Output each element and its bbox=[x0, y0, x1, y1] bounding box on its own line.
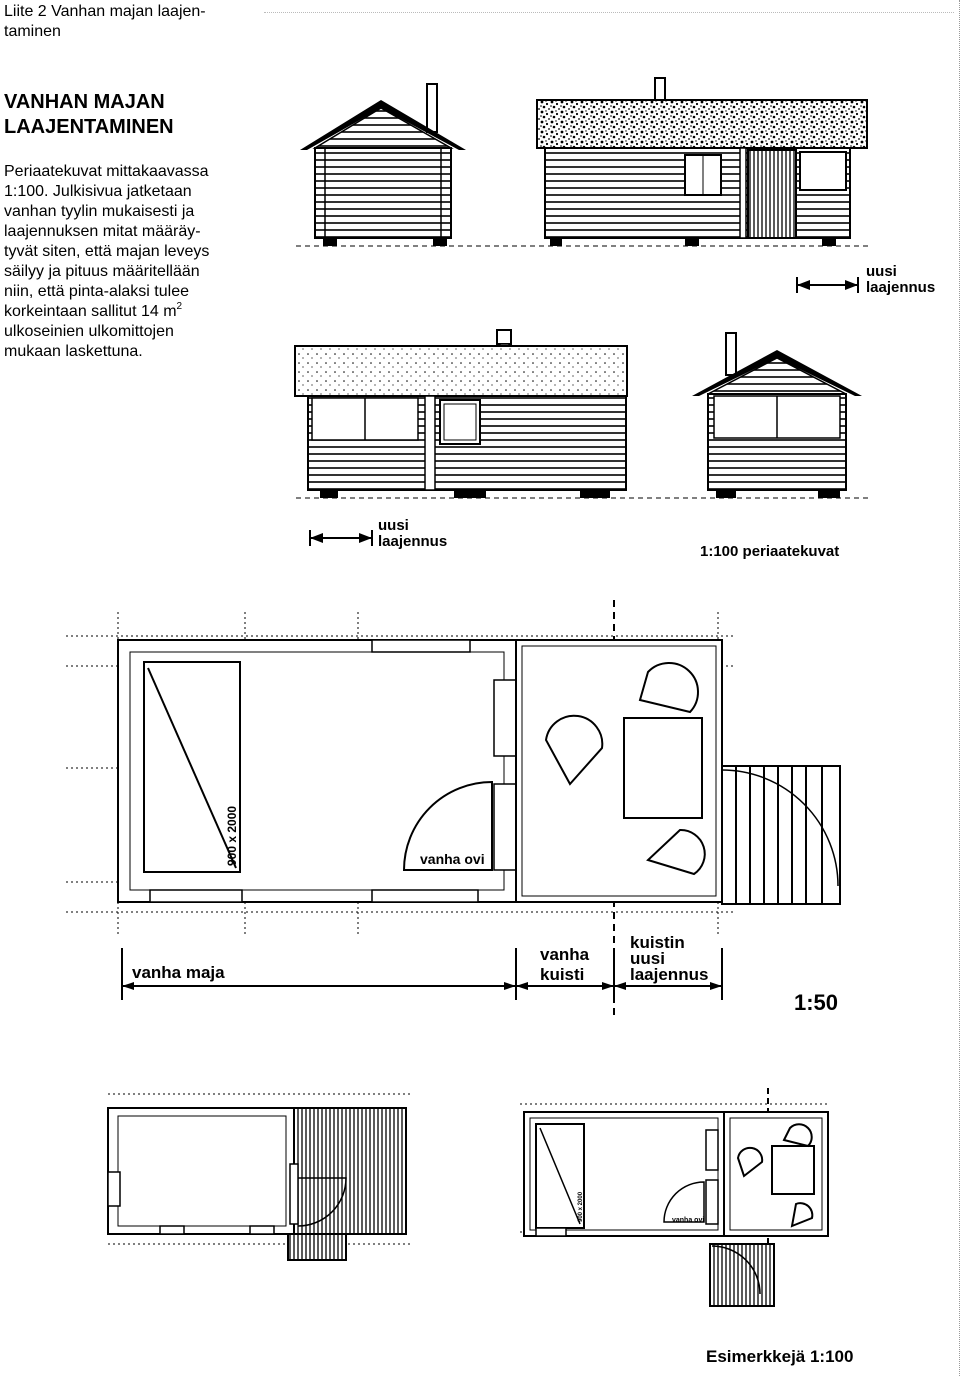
scale-label: 1:50 bbox=[794, 990, 839, 1015]
superscript: 2 bbox=[176, 301, 183, 312]
example-plan-2 bbox=[520, 1088, 830, 1306]
intro-line: 1:100. Julkisivua jatketaan bbox=[4, 183, 192, 200]
floor-plan-1-50 bbox=[0, 588, 960, 1038]
elevation-drawings bbox=[0, 0, 960, 590]
scale-caption: 1:100 periaatekuvat bbox=[700, 543, 840, 560]
intro-line: laajennuksen mitat määräy- bbox=[4, 223, 201, 240]
uusi-label: uusi bbox=[866, 263, 897, 280]
intro-line: niin, että pinta-alaksi tulee bbox=[4, 283, 189, 300]
dimension-arrow-new-extension-1 bbox=[797, 277, 858, 293]
small-bed-label: 900 x 2000 bbox=[578, 1191, 584, 1222]
laajennus-label: laajennus bbox=[866, 279, 936, 296]
small-door-label: vanha ovi bbox=[672, 1217, 705, 1224]
area-text: korkeintaan sallitut 14 m bbox=[4, 303, 177, 320]
intro-line: Periaatekuvat mittakaavassa bbox=[4, 163, 209, 180]
side-elevation-porch bbox=[295, 330, 627, 498]
old-porch-label: vanha bbox=[540, 945, 590, 964]
intro-line: säilyy ja pituus määritellään bbox=[4, 263, 200, 280]
intro-line: ulkoseinien ulkomittojen bbox=[4, 323, 174, 340]
new-extension-label: uusi bbox=[630, 949, 665, 968]
entrance-steps bbox=[722, 766, 840, 904]
uusi-label: uusi bbox=[378, 517, 409, 534]
intro-line: tyvät siten, että majan leveys bbox=[4, 243, 210, 260]
old-porch-label: kuisti bbox=[540, 965, 585, 984]
examples-caption: Esimerkkejä 1:100 bbox=[706, 1347, 854, 1366]
door-label: vanha ovi bbox=[420, 851, 485, 867]
title-line-1: VANHAN MAJAN bbox=[4, 91, 165, 113]
gable-elevation-old bbox=[300, 84, 466, 246]
dimension-arrow-new-extension-2 bbox=[310, 530, 372, 546]
old-cabin-label: vanha maja bbox=[132, 963, 225, 982]
intro-line: vanhan tyylin mukaisesti ja bbox=[4, 203, 195, 220]
example-plans-1-100 bbox=[0, 1060, 960, 1376]
new-extension-label: kuistin bbox=[630, 933, 685, 952]
header-line-1: Liite 2 Vanhan majan laajen- bbox=[4, 3, 206, 20]
table bbox=[624, 718, 702, 818]
intro-line: mukaan laskettuna. bbox=[4, 343, 143, 360]
laajennus-label: laajennus bbox=[378, 533, 448, 550]
side-elevation-new bbox=[537, 78, 867, 246]
title-line-2: LAAJENTAMINEN bbox=[4, 116, 174, 138]
header-line-2: taminen bbox=[4, 23, 61, 40]
bed-size-label: 900 x 2000 bbox=[225, 805, 239, 866]
gable-elevation-new bbox=[692, 333, 862, 498]
example-plan-1 bbox=[108, 1094, 410, 1260]
new-extension-label: laajennus bbox=[630, 965, 709, 984]
